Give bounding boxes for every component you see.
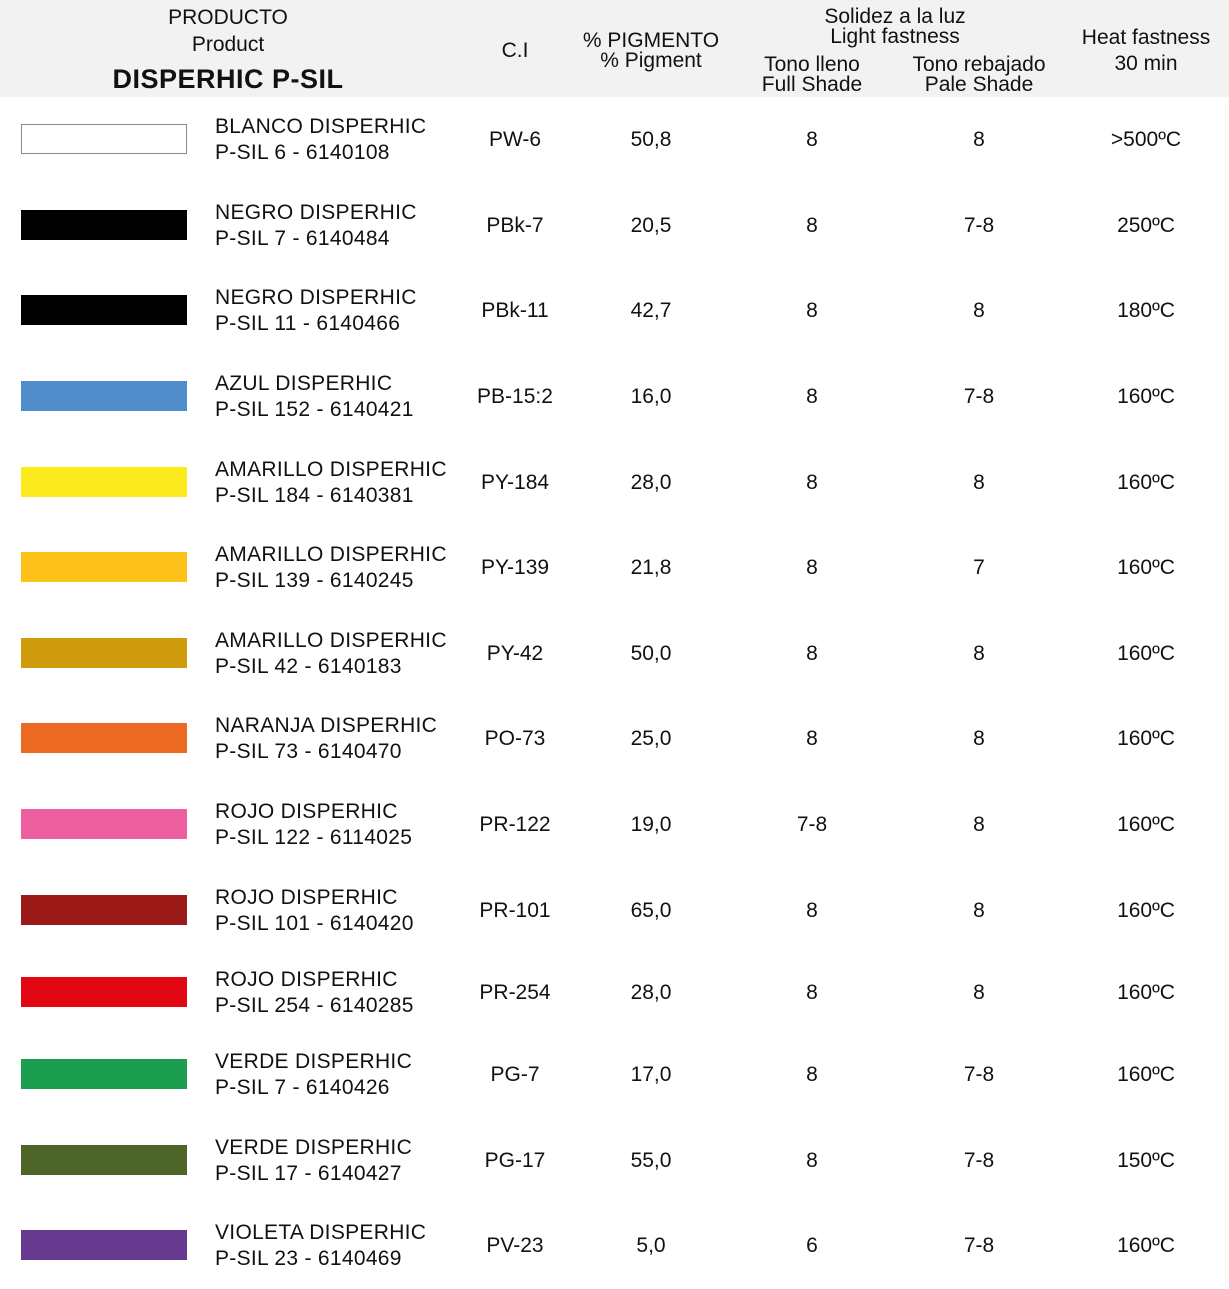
full-shade-rating: 7-8: [796, 813, 828, 836]
pale-shade-rating: 7-8: [963, 1063, 995, 1086]
pale-shade-rating: 7-8: [963, 1149, 995, 1172]
ci-code: PG-17: [484, 1149, 546, 1172]
header-solidez: Solidez a la luz: [824, 5, 966, 28]
color-swatch: [21, 124, 187, 154]
heat-fastness-value: 160ºC: [1117, 1234, 1175, 1257]
product-name-line2: P-SIL 7 - 6140484: [215, 227, 390, 250]
product-name-line1: VIOLETA DISPERHIC: [215, 1221, 427, 1244]
pale-shade-rating: 7-8: [963, 214, 995, 237]
full-shade-rating: 8: [806, 642, 818, 665]
pigment-percent: 50,8: [630, 128, 672, 151]
pigment-percent: 42,7: [630, 299, 672, 322]
color-swatch: [21, 895, 187, 925]
page-title: DISPERHIC P-SIL: [112, 64, 344, 94]
pale-shade-rating: 7-8: [963, 385, 995, 408]
pigment-percent: 28,0: [630, 471, 672, 494]
product-name: [215, 628, 447, 680]
full-shade-rating: 6: [806, 1234, 818, 1257]
heat-fastness-value: 150ºC: [1117, 1149, 1175, 1172]
product-name-line2: P-SIL 122 - 6114025: [215, 826, 413, 849]
ci-code: PY-139: [480, 556, 550, 579]
pale-shade-rating: 8: [973, 727, 985, 750]
color-swatch: [21, 723, 187, 753]
product-name-line1: AZUL DISPERHIC: [215, 372, 393, 395]
ci-code: PY-184: [480, 471, 550, 494]
product-name: [215, 371, 414, 423]
color-swatch: [21, 381, 187, 411]
table-row: [0, 868, 1229, 954]
color-swatch: [21, 1145, 187, 1175]
full-shade-rating: 8: [806, 899, 818, 922]
table-row: [0, 97, 1229, 183]
heat-fastness-value: 160ºC: [1117, 813, 1175, 836]
pigment-percent: 25,0: [630, 727, 672, 750]
pale-shade-rating: 8: [973, 899, 985, 922]
product-name-line2: P-SIL 152 - 6140421: [215, 398, 414, 421]
table-row: [0, 1032, 1229, 1118]
product-name: [215, 1135, 412, 1187]
header-tono-rebajado: Tono rebajado: [912, 53, 1046, 76]
product-name: [215, 713, 437, 765]
product-name: [215, 1220, 426, 1272]
product-name: [215, 285, 417, 337]
heat-fastness-value: >500ºC: [1110, 128, 1182, 151]
pigment-percent: 19,0: [630, 813, 672, 836]
pale-shade-rating: 8: [973, 981, 985, 1004]
color-swatch: [21, 467, 187, 497]
table-header: [0, 0, 1229, 97]
ci-code: PV-23: [486, 1234, 544, 1257]
pale-shade-rating: 7: [973, 556, 985, 579]
color-swatch: [21, 1230, 187, 1260]
pigment-percent: 17,0: [630, 1063, 672, 1086]
header-heat-time: 30 min: [1114, 52, 1178, 75]
table-row: [0, 611, 1229, 697]
header-producto: PRODUCTO: [168, 6, 288, 29]
product-name: [215, 200, 417, 252]
heat-fastness-value: 160ºC: [1117, 385, 1175, 408]
table-row: [0, 268, 1229, 354]
full-shade-rating: 8: [806, 385, 818, 408]
product-name-line2: P-SIL 23 - 6140469: [215, 1247, 402, 1270]
header-tono-lleno: Tono lleno: [764, 53, 860, 76]
ci-code: PO-73: [484, 727, 546, 750]
header-light-fastness: Light fastness: [830, 25, 960, 48]
header-ci: C.I: [501, 39, 529, 62]
pale-shade-rating: 8: [973, 471, 985, 494]
product-name-line1: AMARILLO DISPERHIC: [215, 543, 447, 566]
color-swatch: [21, 977, 187, 1007]
ci-code: PY-42: [486, 642, 544, 665]
product-name-line2: P-SIL 6 - 6140108: [215, 141, 390, 164]
product-name-line2: P-SIL 7 - 6140426: [215, 1076, 390, 1099]
product-name-line2: P-SIL 254 - 6140285: [215, 994, 414, 1017]
pale-shade-rating: 8: [973, 128, 985, 151]
full-shade-rating: 8: [806, 556, 818, 579]
product-name: [215, 799, 412, 851]
product-name-line1: BLANCO DISPERHIC: [215, 115, 427, 138]
product-name-line1: VERDE DISPERHIC: [215, 1050, 413, 1073]
ci-code: PR-101: [479, 899, 551, 922]
header-product: Product: [191, 33, 265, 56]
ci-code: PB-15:2: [477, 385, 553, 408]
product-name: [215, 114, 426, 166]
pigment-percent: 21,8: [630, 556, 672, 579]
ci-code: PR-254: [479, 981, 551, 1004]
pale-shade-rating: 8: [973, 813, 985, 836]
heat-fastness-value: 160ºC: [1117, 642, 1175, 665]
pigment-percent: 50,0: [630, 642, 672, 665]
full-shade-rating: 8: [806, 981, 818, 1004]
product-name: [215, 885, 414, 937]
product-name-line1: AMARILLO DISPERHIC: [215, 458, 447, 481]
product-name-line1: VERDE DISPERHIC: [215, 1136, 413, 1159]
product-name-line1: AMARILLO DISPERHIC: [215, 629, 447, 652]
pale-shade-rating: 8: [973, 642, 985, 665]
table-row: [0, 440, 1229, 526]
product-name-line2: P-SIL 17 - 6140427: [215, 1162, 402, 1185]
heat-fastness-value: 250ºC: [1117, 214, 1175, 237]
header-heat-fastness: Heat fastness: [1081, 26, 1211, 49]
product-name-line2: P-SIL 184 - 6140381: [215, 484, 414, 507]
heat-fastness-value: 160ºC: [1117, 981, 1175, 1004]
ci-code: PBk-11: [481, 299, 549, 322]
full-shade-rating: 8: [806, 727, 818, 750]
table-row: [0, 782, 1229, 868]
product-name-line2: P-SIL 101 - 6140420: [215, 912, 414, 935]
pigment-percent: 20,5: [630, 214, 672, 237]
full-shade-rating: 8: [806, 128, 818, 151]
heat-fastness-value: 160ºC: [1117, 471, 1175, 494]
pigment-percent: 55,0: [630, 1149, 672, 1172]
pale-shade-rating: 8: [973, 299, 985, 322]
product-name-line2: P-SIL 11 - 6140466: [215, 312, 401, 335]
product-name: [215, 542, 447, 594]
heat-fastness-value: 180ºC: [1117, 299, 1175, 322]
heat-fastness-value: 160ºC: [1117, 899, 1175, 922]
product-name-line1: ROJO DISPERHIC: [215, 968, 398, 991]
color-swatch: [21, 552, 187, 582]
heat-fastness-value: 160ºC: [1117, 727, 1175, 750]
ci-code: PBk-7: [486, 214, 544, 237]
product-name-line1: ROJO DISPERHIC: [215, 800, 398, 823]
full-shade-rating: 8: [806, 1063, 818, 1086]
ci-code: PG-7: [490, 1063, 540, 1086]
header-pale-shade: Pale Shade: [924, 73, 1034, 96]
product-name-line2: P-SIL 139 - 6140245: [215, 569, 414, 592]
header-pigmento: % PIGMENTO: [582, 29, 720, 52]
pigment-percent: 16,0: [630, 385, 672, 408]
product-name: [215, 1049, 412, 1101]
table-row: [0, 1118, 1229, 1204]
color-swatch: [21, 295, 187, 325]
product-name-line1: NARANJA DISPERHIC: [215, 714, 438, 737]
table-row: [0, 950, 1229, 1036]
ci-code: PW-6: [488, 128, 542, 151]
heat-fastness-value: 160ºC: [1117, 556, 1175, 579]
product-name-line1: NEGRO DISPERHIC: [215, 286, 417, 309]
color-swatch: [21, 1059, 187, 1089]
ci-code: PR-122: [479, 813, 551, 836]
table-row: [0, 354, 1229, 440]
table-row: [0, 696, 1229, 782]
product-name-line2: P-SIL 73 - 6140470: [215, 740, 402, 763]
color-swatch: [21, 809, 187, 839]
color-swatch: [21, 638, 187, 668]
full-shade-rating: 8: [806, 471, 818, 494]
header-full-shade: Full Shade: [761, 73, 863, 96]
color-swatch: [21, 210, 187, 240]
full-shade-rating: 8: [806, 299, 818, 322]
table-row: [0, 183, 1229, 269]
pigment-percent: 65,0: [630, 899, 672, 922]
table-row: [0, 525, 1229, 611]
table-row: [0, 1203, 1229, 1289]
pigment-percent: 5,0: [636, 1234, 666, 1257]
product-name-line1: ROJO DISPERHIC: [215, 886, 398, 909]
product-name: [215, 967, 414, 1019]
pigment-percent: 28,0: [630, 981, 672, 1004]
full-shade-rating: 8: [806, 214, 818, 237]
product-name-line2: P-SIL 42 - 6140183: [215, 655, 402, 678]
product-name: [215, 457, 447, 509]
product-name-line1: NEGRO DISPERHIC: [215, 201, 417, 224]
header-pigment: % Pigment: [600, 49, 702, 72]
full-shade-rating: 8: [806, 1149, 818, 1172]
heat-fastness-value: 160ºC: [1117, 1063, 1175, 1086]
pale-shade-rating: 7-8: [963, 1234, 995, 1257]
